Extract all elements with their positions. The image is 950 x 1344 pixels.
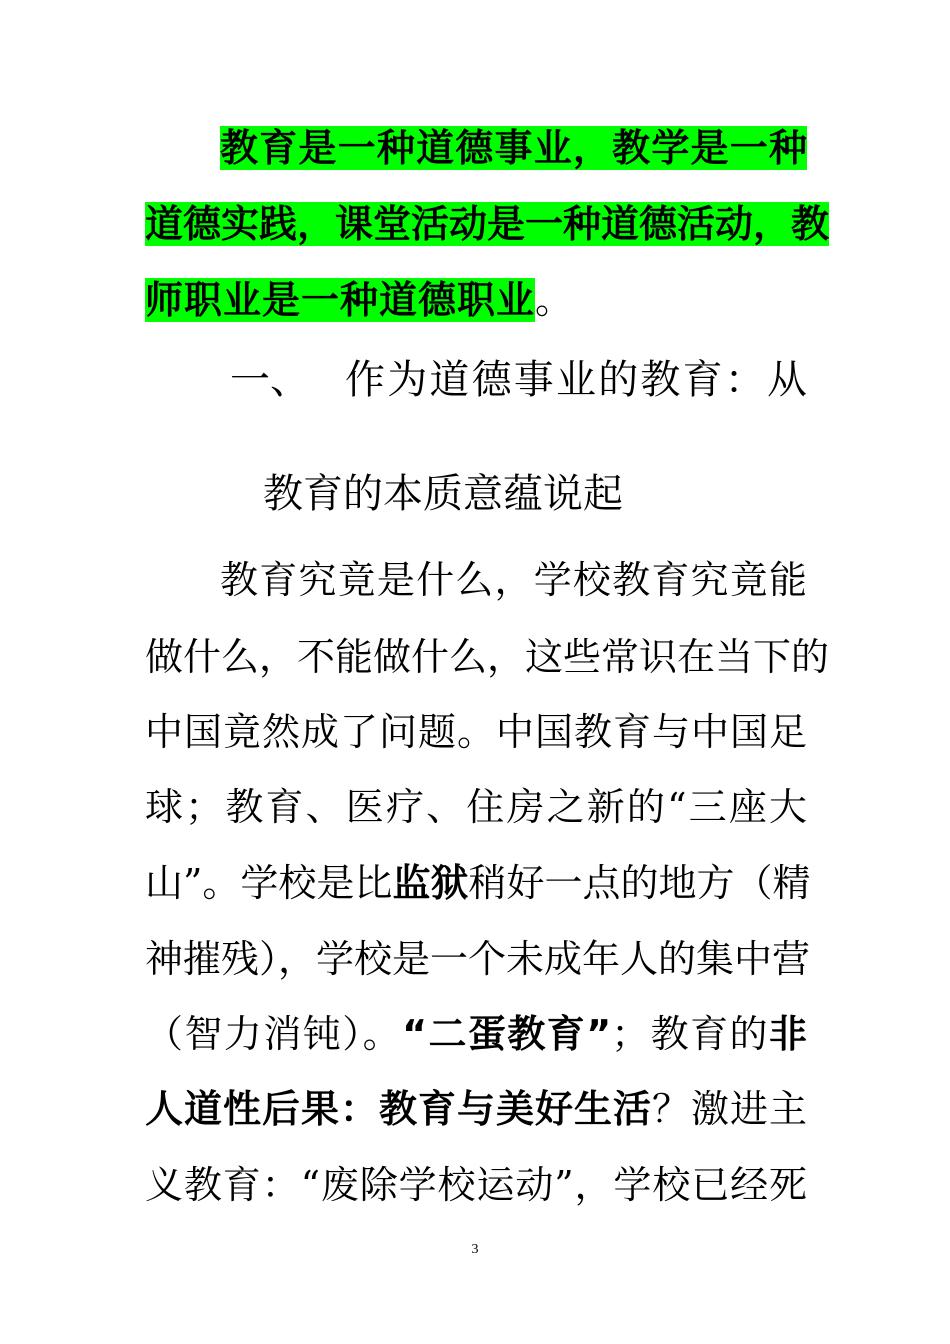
body-line-9: 义教育：“废除学校运动”，学校已经死 [145,1163,807,1207]
highlight-line-1 [220,122,807,174]
body-line-3: 中国竟然成了问题。中国教育与中国足 [145,710,807,754]
text-run: ；教育的 [611,1012,769,1056]
body-line-8 [145,1083,807,1135]
body-line-5 [145,857,811,909]
body-line-7 [145,1008,807,1060]
highlight-text: 教育是一种道德事业，教学是一种 [220,126,807,170]
section-heading-line-2: 教育的本质意蕴说起 [263,471,623,517]
text-run: 山”。学校是比 [145,861,393,905]
bold-term-consequence: 人道性后果： [145,1087,379,1131]
highlight-text: 道德实践，课堂活动是一种道德活动，教 [145,202,830,246]
bold-term-prison: 监狱 [392,861,469,905]
page-number: 3 [471,1242,479,1257]
highlight-line-3 [145,274,807,326]
bold-term-erdan: “二蛋教育” [402,1012,612,1056]
period: 。 [535,278,575,322]
bold-term-good-life: 教育与美好生活 [378,1087,652,1131]
body-line-6: 神摧残），学校是一个未成年人的集中营 [145,937,811,981]
body-line-4: 球；教育、医疗、住房之新的“三座大 [145,785,807,829]
bold-term-fei: 非 [768,1012,807,1056]
highlight-text: 师职业是一种道德职业 [145,278,536,322]
text-run: 稍好一点的地方（精 [468,861,811,905]
highlight-line-2 [145,198,830,250]
body-line-1: 教育究竟是什么，学校教育究竟能 [220,558,807,602]
section-heading-line-1: 作为道德事业的教育：从 [345,357,807,403]
body-line-2: 做什么，不能做什么，这些常识在当下的 [145,635,830,679]
text-run: （智力消钝）。 [145,1012,403,1056]
text-run: ？激进主 [651,1087,807,1131]
section-number: 一、 [230,357,310,403]
